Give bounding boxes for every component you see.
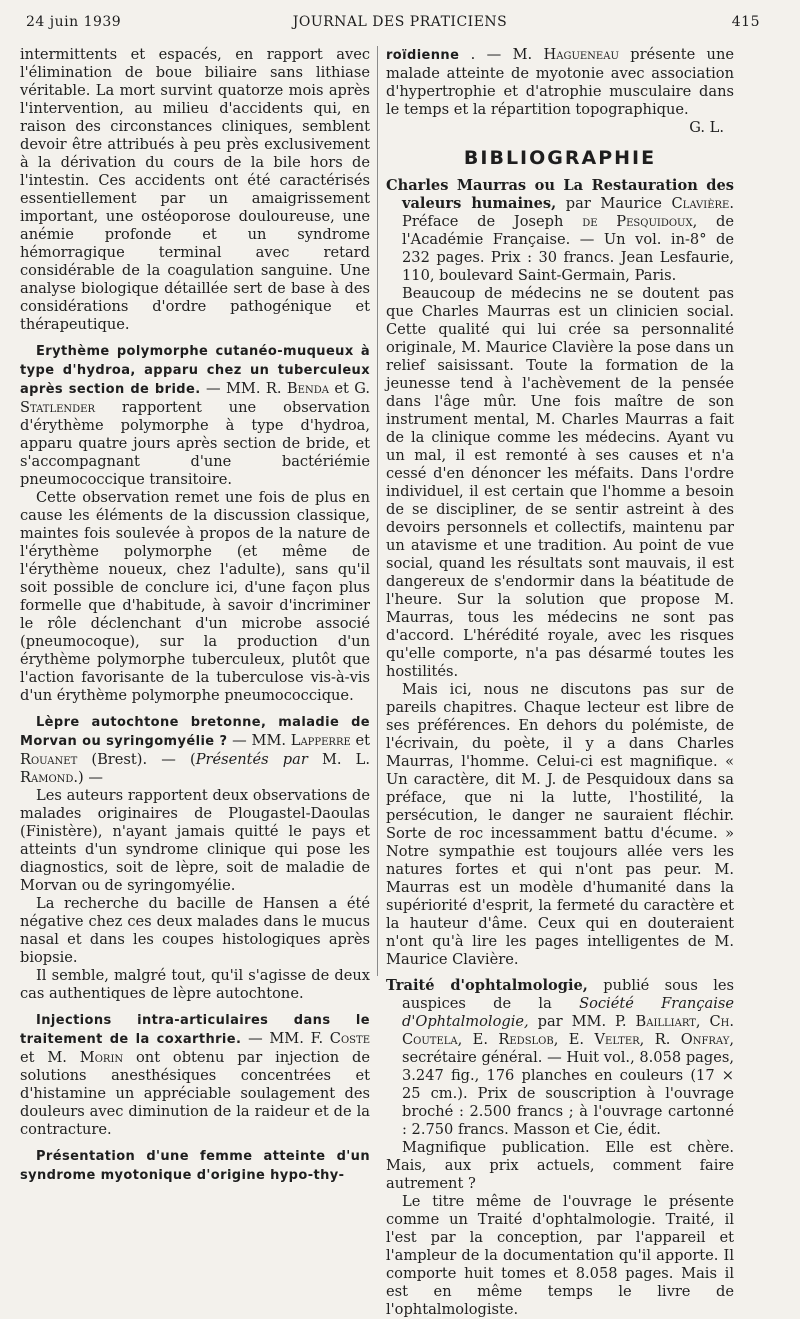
author-name: de Pesquidoux — [582, 213, 693, 230]
bibliography-heading: BIBLIOGRAPHIE — [463, 147, 657, 169]
paragraph: Le titre même de l'ouvrage le présente comme un Traité d'ophtalmologie. Traité, il l'est par la conception, par l'appareil et l'ampleur de la documentation qu'il apporte. Il comporte huit tomes et 8.058 pages. Mais il est en même temps le livre de l'ophtalmologiste. — [386, 1193, 734, 1318]
author-name: Ramond — [20, 769, 74, 786]
paragraph-continued: intermittents et espacés, en rapport avec l'élimination de boue biliaire sans lithiase véritable. La mort survint quatorze mois après l'intervention, au milieu d'accidents qui, en raison des circonstances cliniques, semblent devoir être attribués à peu près exclusivement à la dérivation du cours de la bile hors de l'intestin. Ces accidents ont été caractérisés essentiellement par un amaigrissement important, une ostéoporose douloureuse, une anémie profonde et un syndrome hémorragique terminal avec retard considérable de la coagulation sanguine. Une analyse biologique détaillée sert de base à des considérations d'ordre pathogénique et thérapeutique. — [20, 46, 370, 333]
paragraph: Cette observation remet une fois de plus en cause les éléments de la discussion classique, maintes fois soulevée à propos de la nature de l'érythème polymorphe (et même de l'érythème noueux, chez l'adulte), sans qu'il soit possible de conclure ici, d'une façon plus formelle que d'habitude, à savoir d'incriminer le rôle déclenchant d'un microbe associé (pneumocoque), sur la production d'un érythème polymorphe tuberculeux, plutôt que l'action favorisante de la tuberculose vis-à-vis d'un érythème polymorphe pneumococcique. — [20, 489, 370, 704]
left-column — [20, 46, 370, 1185]
author-name: G. Statlender — [20, 380, 371, 416]
signature: G. L. — [689, 119, 724, 136]
column-divider — [377, 46, 378, 976]
author-name: Hagueneau — [543, 46, 619, 63]
right-column — [386, 46, 734, 1319]
author-name: Bailliart, Ch. Coutela, E. Redslob, E. Velter, R. Onfray, — [402, 1013, 734, 1048]
author-name: R. Benda — [265, 380, 329, 397]
abstract-injections: Injections intra-articulaires dans le traitement de la coxarthrie. — MM. F. Coste et M. Morin ont obtenu par injection de solutions anesthésiques concentrées et d'histamine un appréciable soulagement des douleurs avec diminution de la raideur et de la contracture. — [20, 1013, 371, 1138]
author-name: Rouanet — [20, 751, 78, 768]
author-name: Clavière — [671, 195, 730, 212]
paragraph: Mais ici, nous ne discutons pas sur de pareils chapitres. Chaque lecteur est libre de ses préférences. En dehors du polémiste, de l'écrivain, du poète, il y a dans Charles Maurras, l'homme. Celui-ci est magnifique. « Un caractère, dit M. J. de Pesquidoux dans sa préface, que ni la lutte, l'hostilité, la persécution, le danger ne sauraient fléchir. Sorte de roc incessamment battu d'écume. » Notre sympathie est toujours allée vers les natures fortes et qui n'ont pas peur. M. Maurras est un modèle d'humanité dans la supériorité d'esprit, la fermeté du caractère et la hauteur d'âme. Ceux qui en douteraient n'ont qu'à lire les pages intelligentes de M. Maurice Clavière. — [386, 681, 734, 968]
running-header — [0, 14, 800, 40]
paragraph: Il semble, malgré tout, qu'il s'agisse de deux cas authentiques de lèpre autochtone. — [20, 967, 370, 1002]
abstract-title: Présentation d'une femme atteinte d'un syndrome myotonique d'origine hypo-thy- — [20, 1149, 370, 1183]
author-name: M. Morin — [47, 1049, 124, 1066]
page-number: 415 — [731, 14, 760, 30]
book-title: Traité d'ophtalmologie, — [386, 977, 588, 994]
paragraph: Les auteurs rapportent deux observations de malades originaires de Plougastel-Daoulas (Finistère), n'ayant jamais quitté le pays et atteints d'un syndrome clinique qui pose les diagnostics, soit de lèpre, soit de maladie de Morvan ou de syringomyélie. — [20, 787, 370, 894]
abstract-myotonie-continued: roïdienne . — M. Hagueneau présente une malade atteinte de myotonie avec association d'hypertrophie et d'atrophie musculaire dans le temps et la répartition topographique. — [386, 46, 734, 118]
paragraph: Beaucoup de médecins ne se doutent pas que Charles Maurras est un clinicien social. Cette qualité qui lui crée sa personnalité originale, M. Maurice Clavière la pose dans un relief saisissant. Toute la formation de la jeunesse tend à l'achèvement de la pensée dans l'âge mûr. Une fois maître de son instrument mental, M. Charles Maurras a fait de la clinique comme les médecins. Ayant vu un mal, il est remonté à ses causes et n'a cessé d'en dénoncer les méfaits. Dans l'ordre individuel, il est certain que l'homme a besoin de se discipliner, de se sentir astreint à des devoirs personnels et collectifs, maintenu par un atavisme et une tradition. Au point de vue social, quand les résultats sont mauvais, il est dangereux de s'endormir dans la béatitude de l'heure. Sur la solution que propose M. Maurras, tous les médecins ne sont pas d'accord. L'hérédité royale, avec les risques qu'elle comporte, n'a pas désarmé toutes les hostilités. — [386, 285, 734, 680]
abstract-title: Lèpre autochtone bretonne, maladie de Morvan ou syringomyélie ? — [20, 715, 370, 749]
issue-date: 24 juin 1939 — [26, 14, 122, 30]
abstract-myotonie-title — [20, 1147, 370, 1185]
abstract-title: Erythème polymorphe cutanéo-muqueux à type d'hydroa, apparu chez un tuberculeux après section de bride. — [20, 344, 370, 397]
book-title: Charles Maurras ou La Restauration des valeurs humaines, — [386, 177, 734, 212]
journal-title: JOURNAL DES PRATICIENS — [292, 14, 508, 30]
book-entry-maurras: Charles Maurras ou La Restauration des valeurs humaines, par Maurice Clavière. Préface de Joseph de Pesquidoux, de l'Académie Française. — Un vol. in-8° de 232 pages. Prix : 30 francs. Jean Lesfaurie, 110, boulevard Saint-Germain, Paris. — [386, 177, 735, 284]
abstract-title: Injections intra-articulaires dans le traitement de la coxarthrie. — [20, 1013, 370, 1047]
paragraph: La recherche du bacille de Hansen a été négative chez ces deux malades dans le mucus nasal et dans les coupes histologiques après biopsie. — [20, 895, 370, 966]
author-name: Lapperre — [290, 732, 351, 749]
author-name: F. Coste — [310, 1030, 370, 1047]
abstract-title: roïdienne — [386, 48, 460, 63]
abstract-erytheme: Erythème polymorphe cutanéo-muqueux à type d'hydroa, apparu chez un tuberculeux après section de bride. — MM. R. Benda et G. Statlender rapportent une observation d'érythème polymorphe à type d'hydroa, apparu quatre jours après section de bride, et s'accompagnant d'une bactériémie pneumococcique transitoire. — [20, 344, 371, 488]
book-entry-ophtalmologie: Traité d'ophtalmologie, publié sous les auspices de la Société Française d'Ophtalmologie, par MM. P. Bailliart, Ch. Coutela, E. Redslob, E. Velter, R. Onfray, secrétaire général. — Huit vol., 8.058 pages, 3.247 fig., 176 planches en couleurs (17 × 25 cm.). Prix de souscription à l'ouvrage broché : 2.500 francs ; à l'ouvrage cartonné : 2.750 francs. Masson et Cie, édit. — [386, 977, 734, 1138]
abstract-lepre: Lèpre autochtone bretonne, maladie de Morvan ou syringomyélie ? — MM. Lapperre et Rouanet (Brest). — (Présentés par M. L. Ramond.) — — [20, 715, 370, 786]
paragraph: Magnifique publication. Elle est chère. Mais, aux prix actuels, comment faire autrement ? — [386, 1139, 734, 1192]
